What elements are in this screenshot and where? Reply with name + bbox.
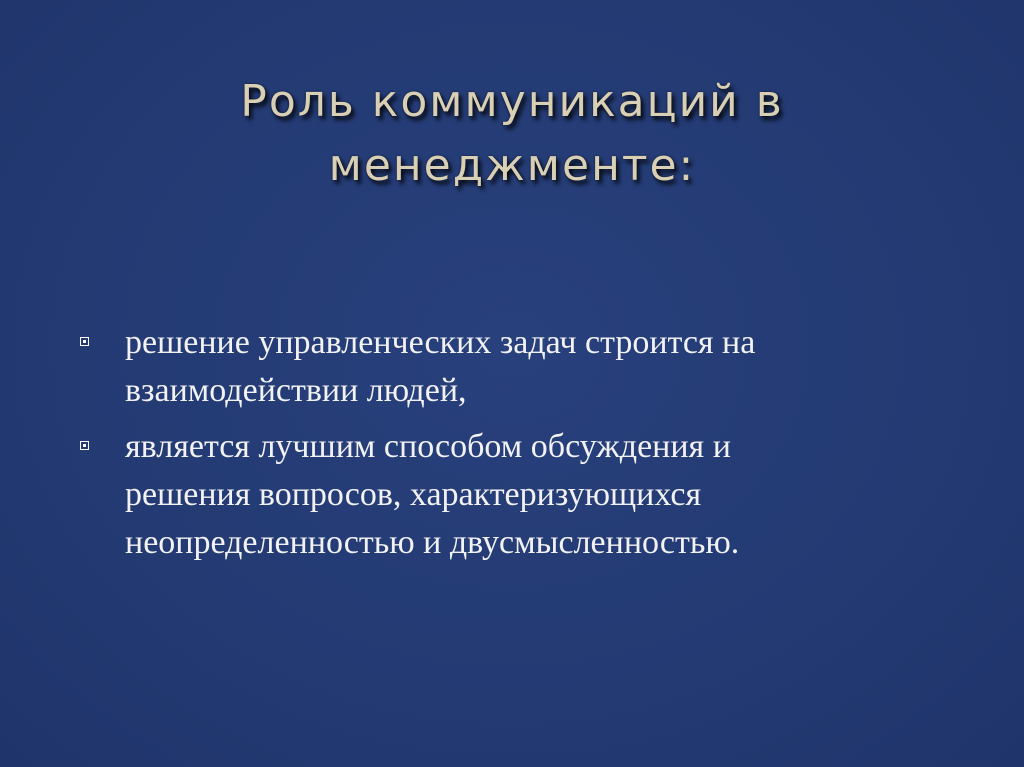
bullet-1-line-1: решение управленческих задач строится на (125, 324, 756, 361)
bullet-item-2 (78, 423, 958, 567)
bullet-item-1 (78, 319, 958, 415)
title-line-2: менеджменте: (328, 140, 696, 191)
bullet-2-line-3: неопределенностью и двусмысленностью. (125, 524, 740, 561)
slide-title (150, 70, 874, 198)
square-bullet-icon (80, 337, 89, 346)
square-bullet-icon (80, 441, 89, 450)
bullet-2-line-2: решения вопросов, характеризующихся (125, 476, 702, 513)
bullet-1-line-2: взаимодействии людей, (125, 372, 467, 409)
bullet-2-line-1: является лучшим способом обсуждения и (125, 428, 731, 465)
title-line-1: Роль коммуникаций в (240, 76, 784, 127)
bullet-list (78, 319, 958, 575)
